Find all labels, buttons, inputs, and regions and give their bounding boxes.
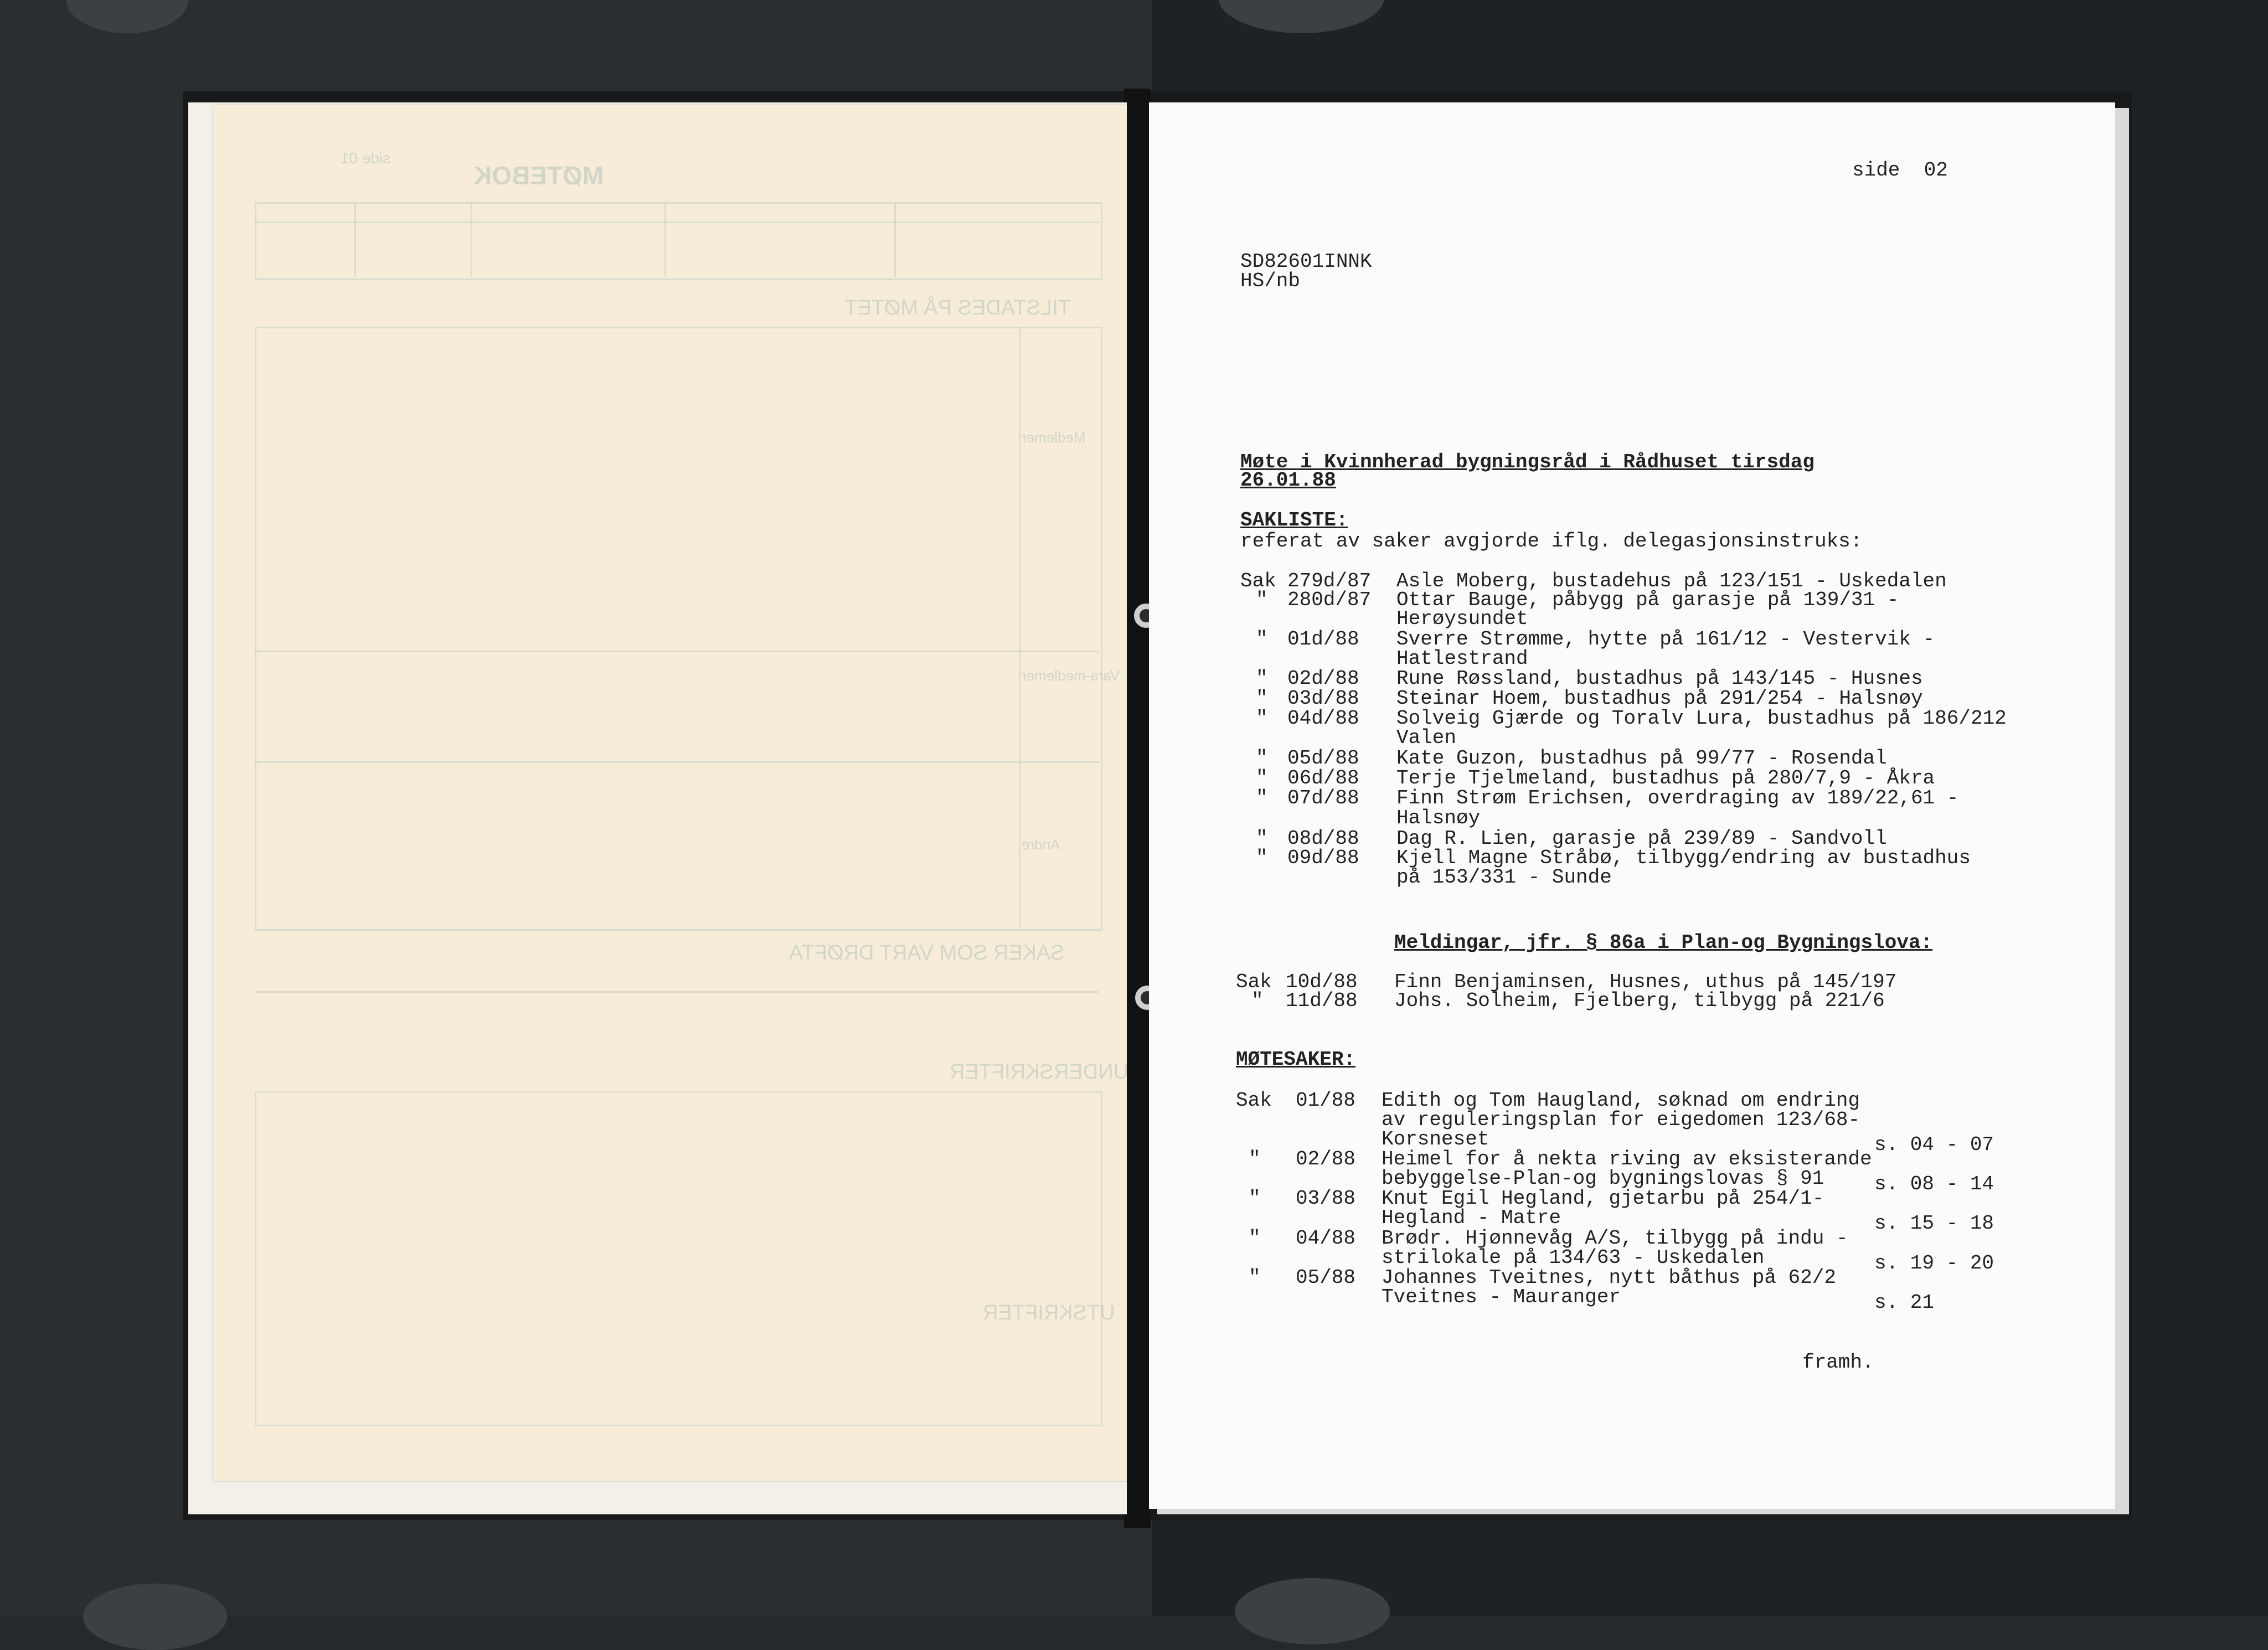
page-ref: s. 15 - 18 [1874,1212,1994,1235]
clip-bottom-right [1235,1578,1390,1644]
list-item-prefix: " [1256,847,1268,869]
ghost-col-4 [894,202,896,277]
list-item-prefix: Sak [1236,971,1272,993]
list-item-prefix: " [1249,1266,1261,1289]
list-item-num: 10d/88 [1286,971,1358,993]
ghost-underskrifter: UNDERSKRIFTER [950,1060,1129,1084]
side-label: side 02 [1852,159,1948,182]
list-item-text: Johs. Solheim, Fjelberg, tilbygg på 221/6 [1394,989,1885,1012]
list-item-prefix: " [1251,989,1264,1012]
page-ref: s. 08 - 14 [1874,1173,1994,1195]
list-item-num: 08d/88 [1287,827,1359,850]
list-item-num: 09d/88 [1287,847,1359,869]
sakliste-heading: SAKLISTE: [1240,509,1348,532]
footer-framh: framh. [1802,1351,1874,1374]
list-item-num: 01/88 [1296,1089,1356,1112]
list-item-text: Steinar Hoem, bustadhus på 291/254 - Halsnøy [1396,687,1923,710]
ghost-utskrifter: UTSKRIFTER [983,1301,1115,1324]
list-item-text: Solveig Gjærde og Toralv Lura, bustadhus på 186/212 [1396,707,2007,730]
ghost-tilstades: TILSTADES PÅ MØTET [844,296,1071,319]
ghost-signature-box [255,1091,1102,1426]
list-item-text: Hegland - Matre [1382,1206,1561,1229]
list-item-text: strilokale på 134/63 - Uskedalen [1382,1246,1765,1269]
ghost-saker-rule [255,991,1099,993]
list-item-num: 07d/88 [1287,787,1359,809]
list-item-text: Rune Røssland, bustadhus på 143/145 - Husnes [1396,667,1923,690]
list-item-prefix: " [1256,827,1268,850]
list-item-num: 04d/88 [1287,707,1359,730]
list-item-num: 05d/88 [1287,747,1359,770]
list-item-text: av reguleringsplan for eigedomen 123/68- [1382,1108,1860,1131]
list-item-text: Kate Guzon, bustadhus på 99/77 - Rosendal [1396,747,1887,770]
ghost-col-1 [354,202,356,277]
page-ref: s. 04 - 07 [1874,1133,1994,1156]
list-item-prefix: " [1256,747,1268,770]
list-item-text: bebyggelse-Plan-og bygningslovas § 91 [1382,1167,1824,1190]
clip-bottom-left [83,1584,227,1650]
ghost-col-3 [664,202,666,277]
list-item-cont: Herøysundet [1396,607,1528,630]
list-item-cont: Hatlestrand [1396,647,1528,670]
binder-spine [1124,89,1151,1528]
list-item-prefix: " [1256,589,1268,611]
ghost-title: MØTEBOK [473,161,604,190]
ghost-attendance-rule-1 [255,651,1099,652]
list-item-cont: på 153/331 - Sunde [1396,866,1612,889]
list-item-text: Johannes Tveitnes, nytt båthus på 62/2 [1382,1266,1836,1289]
ghost-vara: Vara-medlemer [1022,667,1120,684]
ghost-attendance-rule-2 [255,761,1099,763]
list-item-num: 01d/88 [1287,628,1359,651]
list-item-text: Tveitnes - Mauranger [1382,1286,1621,1308]
ghost-side-label: side 01 [341,149,391,167]
meeting-title-line1: Møte i Kvinnherad bygningsråd i Rådhuset tirsdag [1240,451,1815,473]
page-ref: s. 19 - 20 [1874,1252,1994,1275]
list-item-num: 279d/87 [1287,570,1372,592]
motesaker-heading: MØTESAKER: [1236,1048,1356,1071]
ghost-attendance-box [255,327,1102,931]
ghost-header-rule [255,221,1099,223]
page-ref: s. 21 [1874,1291,1935,1314]
left-page [213,105,1127,1481]
list-item-text: Sverre Strømme, hytte på 161/12 - Vestervik - [1396,628,1935,651]
ghost-attendance-col [1019,327,1020,927]
list-item-num: 04/88 [1296,1227,1356,1250]
list-item-text: Korsneset [1382,1128,1489,1151]
meeting-title-line2: 26.01.88 [1240,469,1336,492]
list-item-text: Kjell Magne Stråbø, tilbygg/endring av bustadhus [1396,847,1971,869]
list-item-num: 03/88 [1296,1187,1356,1210]
list-item-num: 03d/88 [1287,687,1359,710]
list-item-prefix: " [1256,767,1268,790]
list-item-text: Brødr. Hjønnevåg A/S, tilbygg på indu - [1382,1227,1848,1250]
meldingar-heading: Meldingar, jfr. § 86a i Plan-og Bygningslova: [1394,931,1933,954]
initials: HS/nb [1240,270,1301,292]
list-item-prefix: " [1256,787,1268,809]
list-item-prefix: " [1249,1227,1261,1250]
list-item-text: Heimel for å nekta riving av eksisterande [1382,1148,1872,1171]
list-item-num: 280d/87 [1287,589,1372,611]
list-item-cont: Halsnøy [1396,807,1481,829]
list-item-text: Edith og Tom Haugland, søknad om endring [1382,1089,1860,1112]
sakliste-intro: referat av saker avgjorde iflg. delegasjonsinstruks: [1240,530,1863,553]
list-item-prefix: Sak [1236,1089,1272,1112]
list-item-prefix: " [1249,1148,1261,1171]
list-item-text: Dag R. Lien, garasje på 239/89 - Sandvoll [1396,827,1887,850]
ghost-andre: Andre [1022,836,1060,853]
ghost-medlemer: Medlemer [1022,429,1086,446]
list-item-num: 05/88 [1296,1266,1356,1289]
list-item-prefix: " [1256,628,1268,651]
list-item-num: 11d/88 [1286,989,1358,1012]
list-item-prefix: " [1256,707,1268,730]
list-item-prefix: " [1256,687,1268,710]
list-item-prefix: " [1249,1187,1261,1210]
list-item-text: Finn Strøm Erichsen, overdraging av 189/22,61 - [1396,787,1959,809]
list-item-num: 02/88 [1296,1148,1356,1171]
list-item-text: Knut Egil Hegland, gjetarbu på 254/1- [1382,1187,1824,1210]
list-item-text: Finn Benjaminsen, Husnes, uthus på 145/197 [1394,971,1897,993]
list-item-text: Terje Tjelmeland, bustadhus på 280/7,9 - Åkra [1396,767,1935,790]
list-item-text: Ottar Bauge, påbygg på garasje på 139/31 - [1396,589,1899,611]
ghost-col-2 [471,202,472,277]
list-item-text: Asle Moberg, bustadehus på 123/151 - Uskedalen [1396,570,1947,592]
list-item-cont: Valen [1396,726,1457,749]
ghost-saker: SAKER SOM VART DRØFTA [789,941,1065,965]
ref-code: SD82601INNK [1240,250,1372,273]
list-item-prefix: Sak [1240,570,1276,592]
list-item-num: 06d/88 [1287,767,1359,790]
list-item-prefix: " [1256,667,1268,690]
list-item-num: 02d/88 [1287,667,1359,690]
ghost-header-table [255,202,1102,280]
